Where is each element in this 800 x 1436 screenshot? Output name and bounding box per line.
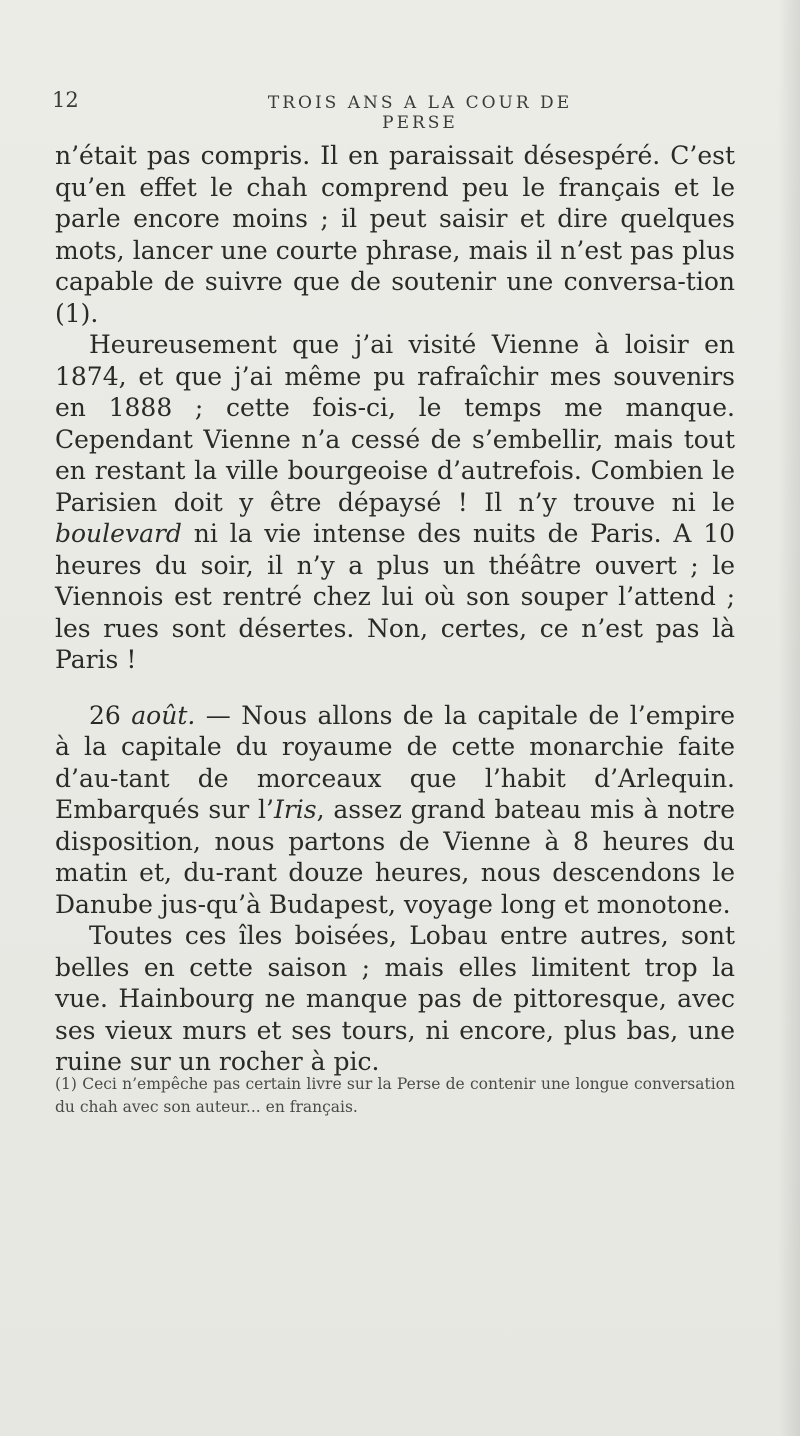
- paragraph-3-text-end: , assez grand bateau mis à notre disposition, nous partons de Vienne à 8 heures du matin et, du-rant douze heures, nous descendons le Danube jus-qu’à Budapest, voyage long et monotone.: [55, 795, 735, 919]
- paragraph-1-text: n’était pas compris. Il en paraissait désespéré. C’est qu’en effet le chah comprend peu le français et le parle encore moins ; il peut saisir et dire quelques mots, lancer une courte phrase, mais il n’est pas plus capable de suivre que de soutenir une conversa-tion (1).: [55, 141, 735, 328]
- paragraph-3-date-number: 26: [89, 700, 132, 730]
- paragraph-1: [55, 140, 735, 329]
- paragraph-3-boat-name: Iris: [273, 795, 317, 824]
- body-text: [55, 140, 735, 1078]
- paragraph-3-text: — Nous allons de la capitale de l’empire à la capitale du royaume de cette monarchie faite d’au-tant de morceaux que l’habit d’Arlequin. Embarqués sur l’: [55, 700, 735, 824]
- paragraph-4: [55, 920, 735, 1078]
- paragraph-3: [55, 700, 735, 921]
- footnote-text: Ceci n’empêche pas certain livre sur la Perse de contenir une longue conversation du chah avec son auteur... en français.: [55, 1075, 735, 1116]
- paragraph-3-date-month: août.: [131, 700, 196, 730]
- running-header: TROIS ANS A LA COUR DE PERSE: [267, 93, 573, 133]
- paragraph-2-text-before: Heureusement que j’ai visité Vienne à loisir en 1874, et que j’ai même pu rafraîchir mes souvenirs en 1888 ; cette fois-ci, le temps me manque. Cependant Vienne n’a cessé de s’embellir, mais tout en restant la ville bourgeoise d’autrefois. Combien le Parisien doit y être dépaysé ! Il n’y trouve ni le: [55, 330, 735, 517]
- page-number: 12: [52, 88, 79, 112]
- footnote: [55, 1073, 735, 1119]
- footnote-marker: (1): [55, 1075, 77, 1093]
- paragraph-4-text: Toutes ces îles boisées, Lobau entre autres, sont belles en cette saison ; mais elles limitent trop la vue. Hainbourg ne manque pas de pittoresque, avec ses vieux murs et ses tours, ni encore, plus bas, une ruine sur un rocher à pic.: [55, 921, 735, 1076]
- page-edge-shadow: [778, 0, 800, 1436]
- paragraph-2: [55, 329, 735, 676]
- paragraph-2-italic: boulevard: [55, 519, 182, 548]
- paragraph-2-text-after: ni la vie intense des nuits de Paris. A 10 heures du soir, il n’y a plus un théâtre ouvert ; le Viennois est rentré chez lui où son souper l’attend ; les rues sont désertes. Non, certes, ce n’est pas là Paris !: [55, 519, 735, 674]
